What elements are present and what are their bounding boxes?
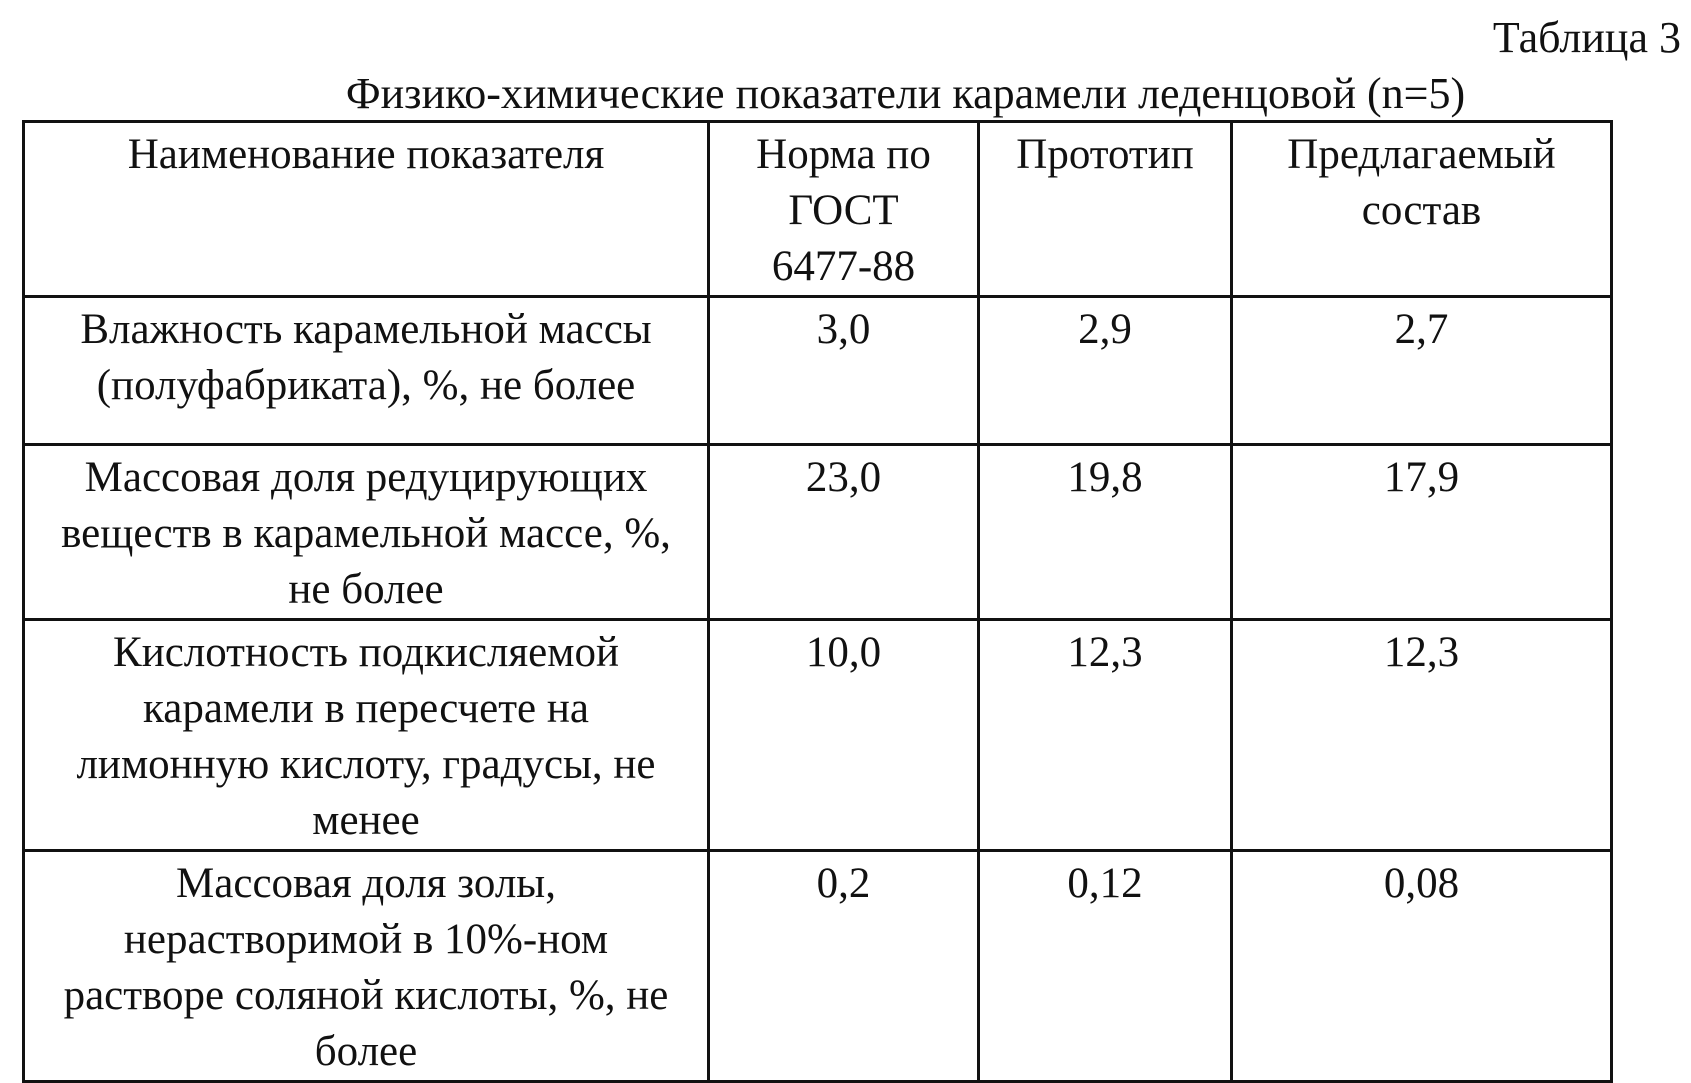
table-row xyxy=(24,445,1612,620)
table-row xyxy=(24,297,1612,445)
table-header-row xyxy=(24,122,1612,297)
indicator-cell: Влажность карамельной массы (полуфабриката), %, не более xyxy=(24,297,709,445)
proposed-cell: 17,9 xyxy=(1232,445,1612,620)
table-title: Физико-химические показатели карамели леденцовой (n=5) xyxy=(345,69,1466,118)
prototype-cell: 2,9 xyxy=(979,297,1232,445)
header-proposed-composition: Предлагаемый состав xyxy=(1232,122,1612,297)
header-indicator-name: Наименование показателя xyxy=(24,122,709,297)
table-number: Таблица 3 xyxy=(1492,13,1681,62)
indicator-cell: Кислотность подкисляемой карамели в пересчете на лимонную кислоту, градусы, не менее xyxy=(24,620,709,851)
gost-norm-cell: 3,0 xyxy=(709,297,979,445)
gost-norm-cell: 10,0 xyxy=(709,620,979,851)
indicators-table xyxy=(22,120,1613,1083)
header-gost-norm: Норма по ГОСТ 6477-88 xyxy=(709,122,979,297)
table-row xyxy=(24,620,1612,851)
indicator-cell: Массовая доля редуцирующих веществ в карамельной массе, %, не более xyxy=(24,445,709,620)
gost-norm-cell: 23,0 xyxy=(709,445,979,620)
header-prototype: Прототип xyxy=(979,122,1232,297)
proposed-cell: 0,08 xyxy=(1232,851,1612,1082)
indicator-cell: Массовая доля золы, нерастворимой в 10%-ном растворе соляной кислоты, %, не более xyxy=(24,851,709,1082)
proposed-cell: 2,7 xyxy=(1232,297,1612,445)
prototype-cell: 0,12 xyxy=(979,851,1232,1082)
prototype-cell: 19,8 xyxy=(979,445,1232,620)
gost-norm-cell: 0,2 xyxy=(709,851,979,1082)
prototype-cell: 12,3 xyxy=(979,620,1232,851)
table-row xyxy=(24,851,1612,1082)
proposed-cell: 12,3 xyxy=(1232,620,1612,851)
